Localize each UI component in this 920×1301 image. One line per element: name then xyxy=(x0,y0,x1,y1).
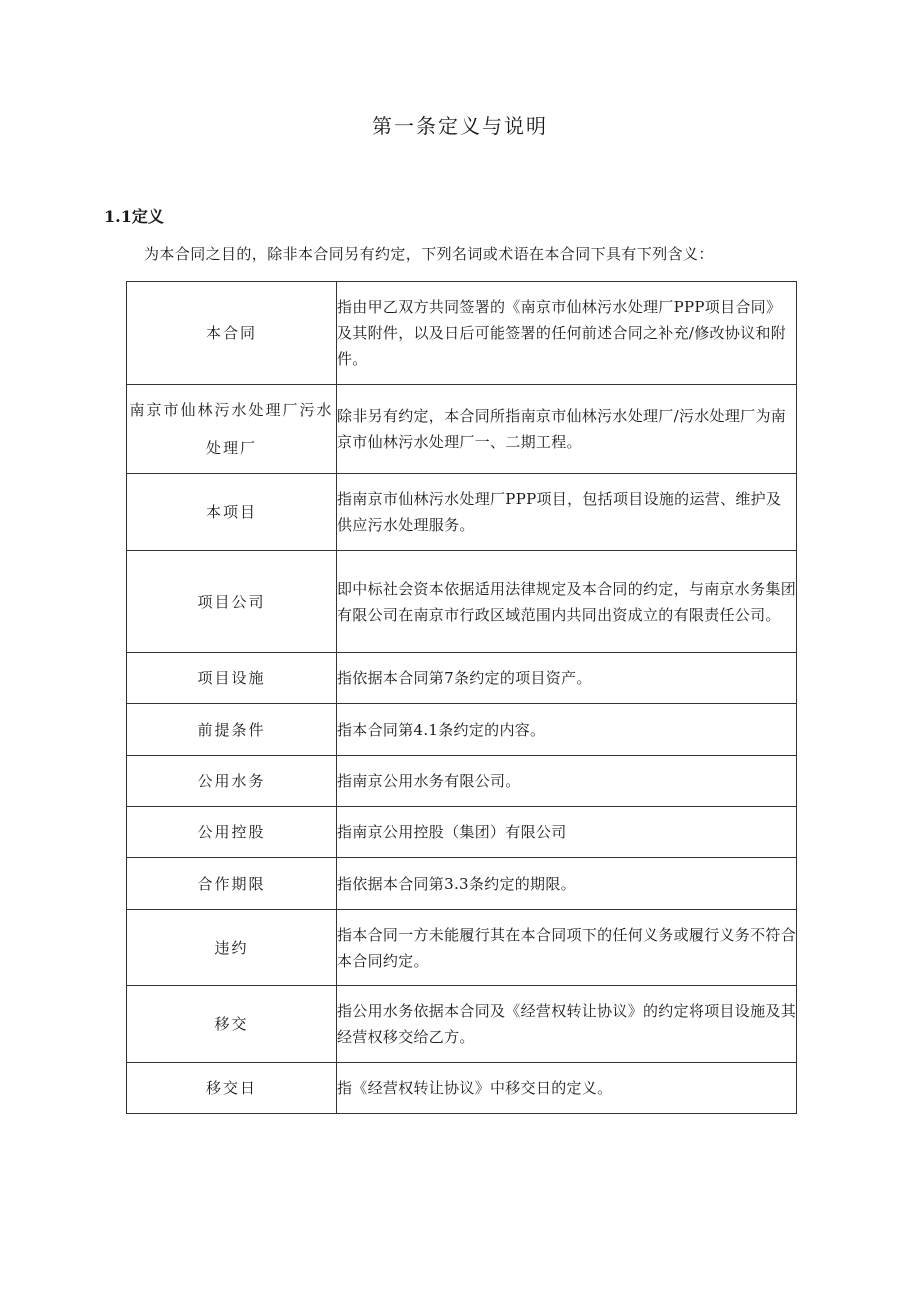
term-cell: 合作期限 xyxy=(127,858,337,910)
term-cell: 公用水务 xyxy=(127,756,337,807)
definition-cell: 指依据本合同第7条约定的项目资产。 xyxy=(337,653,797,704)
term-cell: 南京市仙林污水处理厂污水处理厂 xyxy=(127,385,337,474)
term-cell: 本合同 xyxy=(127,282,337,385)
term-cell: 项目公司 xyxy=(127,551,337,653)
table-row xyxy=(127,910,797,986)
definition-cell: 指《经营权转让协议》中移交日的定义。 xyxy=(337,1063,797,1114)
term-cell: 前提条件 xyxy=(127,704,337,756)
table-row xyxy=(127,653,797,704)
term-cell: 移交 xyxy=(127,986,337,1063)
section-heading: 1.1定义 xyxy=(104,207,164,226)
table-row xyxy=(127,1063,797,1114)
term-cell: 违约 xyxy=(127,910,337,986)
table-row xyxy=(127,704,797,756)
term-cell: 项目设施 xyxy=(127,653,337,704)
table-row xyxy=(127,858,797,910)
definition-cell: 指依据本合同第3.3条约定的期限。 xyxy=(337,858,797,910)
definition-cell: 指本合同一方未能履行其在本合同项下的任何义务或履行义务不符合本合同约定。 xyxy=(337,910,797,986)
definition-cell: 指公用水务依据本合同及《经营权转让协议》的约定将项目设施及其经营权移交给乙方。 xyxy=(337,986,797,1063)
table-row xyxy=(127,986,797,1063)
table-row xyxy=(127,282,797,385)
page-title: 第一条定义与说明 xyxy=(372,114,548,138)
table-row xyxy=(127,474,797,551)
intro-paragraph: 为本合同之目的，除非本合同另有约定，下列名词或术语在本合同下具有下列含义： xyxy=(144,245,714,263)
definitions-table xyxy=(126,281,797,1114)
table-row xyxy=(127,807,797,858)
definition-cell: 指南京公用控股（集团）有限公司 xyxy=(337,807,797,858)
term-cell: 本项目 xyxy=(127,474,337,551)
definition-cell: 除非另有约定，本合同所指南京市仙林污水处理厂/污水处理厂为南京市仙林污水处理厂一、二期工程。 xyxy=(337,385,797,474)
term-cell: 移交日 xyxy=(127,1063,337,1114)
definition-cell: 指由甲乙双方共同签署的《南京市仙林污水处理厂PPP项目合同》及其附件，以及日后可能签署的任何前述合同之补充/修改协议和附件。 xyxy=(337,282,797,385)
table-row xyxy=(127,756,797,807)
table-row xyxy=(127,551,797,653)
definition-cell: 即中标社会资本依据适用法律规定及本合同的约定，与南京水务集团有限公司在南京市行政区域范围内共同出资成立的有限责任公司。 xyxy=(337,551,797,653)
term-cell: 公用控股 xyxy=(127,807,337,858)
definition-cell: 指南京公用水务有限公司。 xyxy=(337,756,797,807)
table-row xyxy=(127,385,797,474)
definition-cell: 指南京市仙林污水处理厂PPP项目，包括项目设施的运营、维护及供应污水处理服务。 xyxy=(337,474,797,551)
definition-cell: 指本合同第4.1条约定的内容。 xyxy=(337,704,797,756)
